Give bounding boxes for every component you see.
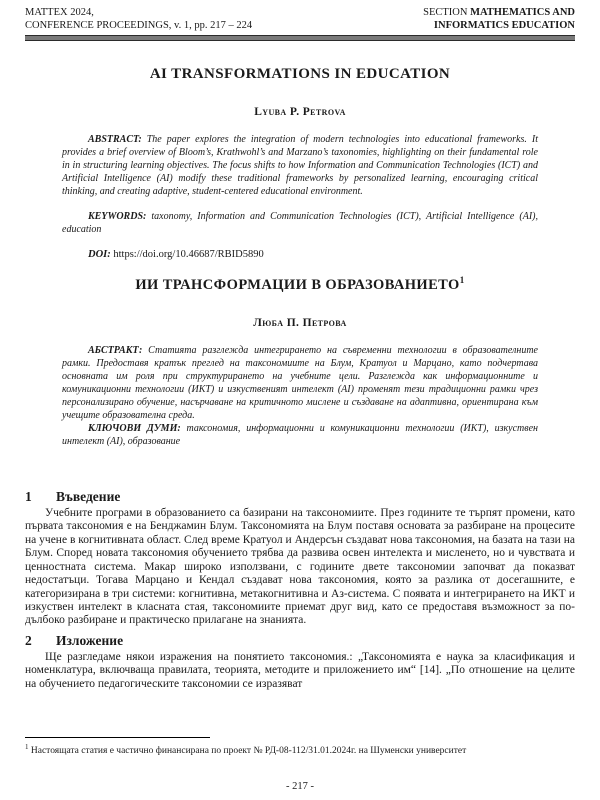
- section-number-2: 2: [25, 632, 32, 648]
- keywords-text-english: taxonomy, Information and Communication Technologies (ICT), Artificial Intelligence (AI), education: [62, 211, 538, 236]
- section-name-part1: MATHEMATICS AND: [470, 7, 575, 18]
- running-head-right: [423, 6, 575, 32]
- running-head-left: [25, 6, 252, 32]
- doi-link[interactable]: https://doi.org/10.46687/RBID5890: [113, 249, 264, 261]
- abstract-text-bulgarian: Статията разглежда интегрирането на съвременни технологии в образователните рамки. Предоставя кратък преглед на таксономиите на Блум, Кратуол и Марцано, като подчертава основната им роля при структурирането на учебните цели. Разглежда как информационните и комуникационни технологии (ИКТ) и изкуственият интелект (AI) променят тези традиционни рамки чрез персонализирано обучение, насърчаване на критичното мислене и създаване на адаптивна, ориентирана към учещите образователна среда.: [62, 345, 538, 422]
- footnote-separator-rule: [25, 737, 210, 738]
- author-name-english: Lyuba P. Petrova: [254, 106, 346, 119]
- header-divider-rule: [25, 35, 575, 41]
- section-heading-1: [25, 489, 575, 505]
- section-title-1: Въведение: [56, 489, 121, 505]
- keywords-text-bulgarian: таксономия, информационни и комуникационни технологии (ИКТ), изкуствен интелект (AI), образование: [62, 423, 538, 448]
- keywords-label-english: KEYWORDS:: [88, 211, 147, 223]
- footnote-area: [25, 737, 575, 758]
- author-name-bulgarian: Люба П. Петрова: [253, 317, 347, 330]
- keywords-label-bulgarian: КЛЮЧОВИ ДУМИ:: [88, 423, 181, 435]
- footnote: [25, 741, 575, 758]
- abstract-english-block: [62, 133, 538, 236]
- section-heading-2: [25, 633, 575, 649]
- section-word: SECTION: [423, 7, 471, 18]
- footnote-text: Настоящата статия е частично финансирана по проект № РД-08-112/31.01.2024г. на Шуменски университет: [28, 746, 467, 757]
- section-1-paragraph: Учебните програми в образованието са базирани на таксономиите. През годините те търпят промени, като първата таксономия е на Бенджамин Блум. Таксономията на Блум поставя основата за разбиране на процесите на учене в когнитивната област. След време Кратуол и Андерсън създават нова таксономия, на базата на тази на Блум. Според новата таксономия обучението трябва да развива освен интелекта и мисленето, но и чувствата и ценностната система. Макар широко използвани, с годините двете таксономии започват да показват недостатъци. Тогава Марцано и Кендал създават нова таксономия, която за разлика от досегашните, е категоризирана в три системи: когнитивна, метакогнитивна и Аз-система. С появата и интегрирането на ИКТ и изкуствен интелект в класната стая, таксономиите приемат друг вид, като се предоставя възможност за по-дълбоко разбиране и практическо прилагане на знанията.: [25, 507, 575, 627]
- abstract-english: [62, 133, 538, 198]
- abstract-bulgarian-block: [62, 344, 538, 448]
- title-footnote-marker: 1: [459, 275, 465, 286]
- abstract-label-english: ABSTRACT:: [88, 134, 142, 146]
- proceedings-volume-pages: CONFERENCE PROCEEDINGS, v. 1, pp. 217 – 224: [25, 20, 253, 32]
- doi-line: [62, 249, 538, 260]
- section-number-1: 1: [25, 489, 32, 505]
- section-title-2: Изложение: [56, 632, 124, 648]
- abstract-text-english: The paper explores the integration of modern technologies into educational frameworks. It provides a brief overview of Bloom’s, Krathwohl’s and Marzano’s taxonomies, highlighting on their fundamental role in in structuring learning objectives. The focus shifts to how Information and Communication Technologies (ICT) and Artificial Intelligence (AI) modify these traditional frameworks by personalized learning, encouraging critical thinking, and creating adaptive, student-centered educational environment.: [62, 134, 538, 198]
- running-head: [25, 6, 575, 32]
- section-2-paragraph: Ще разгледаме някои изражения на понятието таксономия.: „Таксономията е наука за класификация и номенклатура, включваща правилата, теорията, методите и приложението им“ [14]. „По отношение на целите на обучението педагогическите таксономии се изразяват: [25, 650, 575, 690]
- section-line1: [423, 6, 575, 19]
- section-name-part2: INFORMATICS EDUCATION: [433, 20, 575, 32]
- footnote-marker: 1: [25, 743, 29, 751]
- doi-label: DOI:: [88, 249, 111, 261]
- paper-title-bulgarian-text: ИИ ТРАНСФОРМАЦИИ В ОБРАЗОВАНИЕТО: [135, 277, 460, 294]
- keywords-english: [62, 210, 538, 236]
- abstract-bulgarian: [62, 344, 538, 422]
- paper-title-english: AI TRANSFORMATIONS IN EDUCATION: [149, 66, 451, 83]
- paper-title-bulgarian: [25, 275, 575, 294]
- page-number: - 217 -: [286, 781, 314, 792]
- proceedings-name: MATTEX 2024,: [25, 7, 94, 18]
- keywords-bulgarian: [62, 422, 538, 448]
- abstract-label-bulgarian: АБСТРАКТ:: [88, 345, 143, 357]
